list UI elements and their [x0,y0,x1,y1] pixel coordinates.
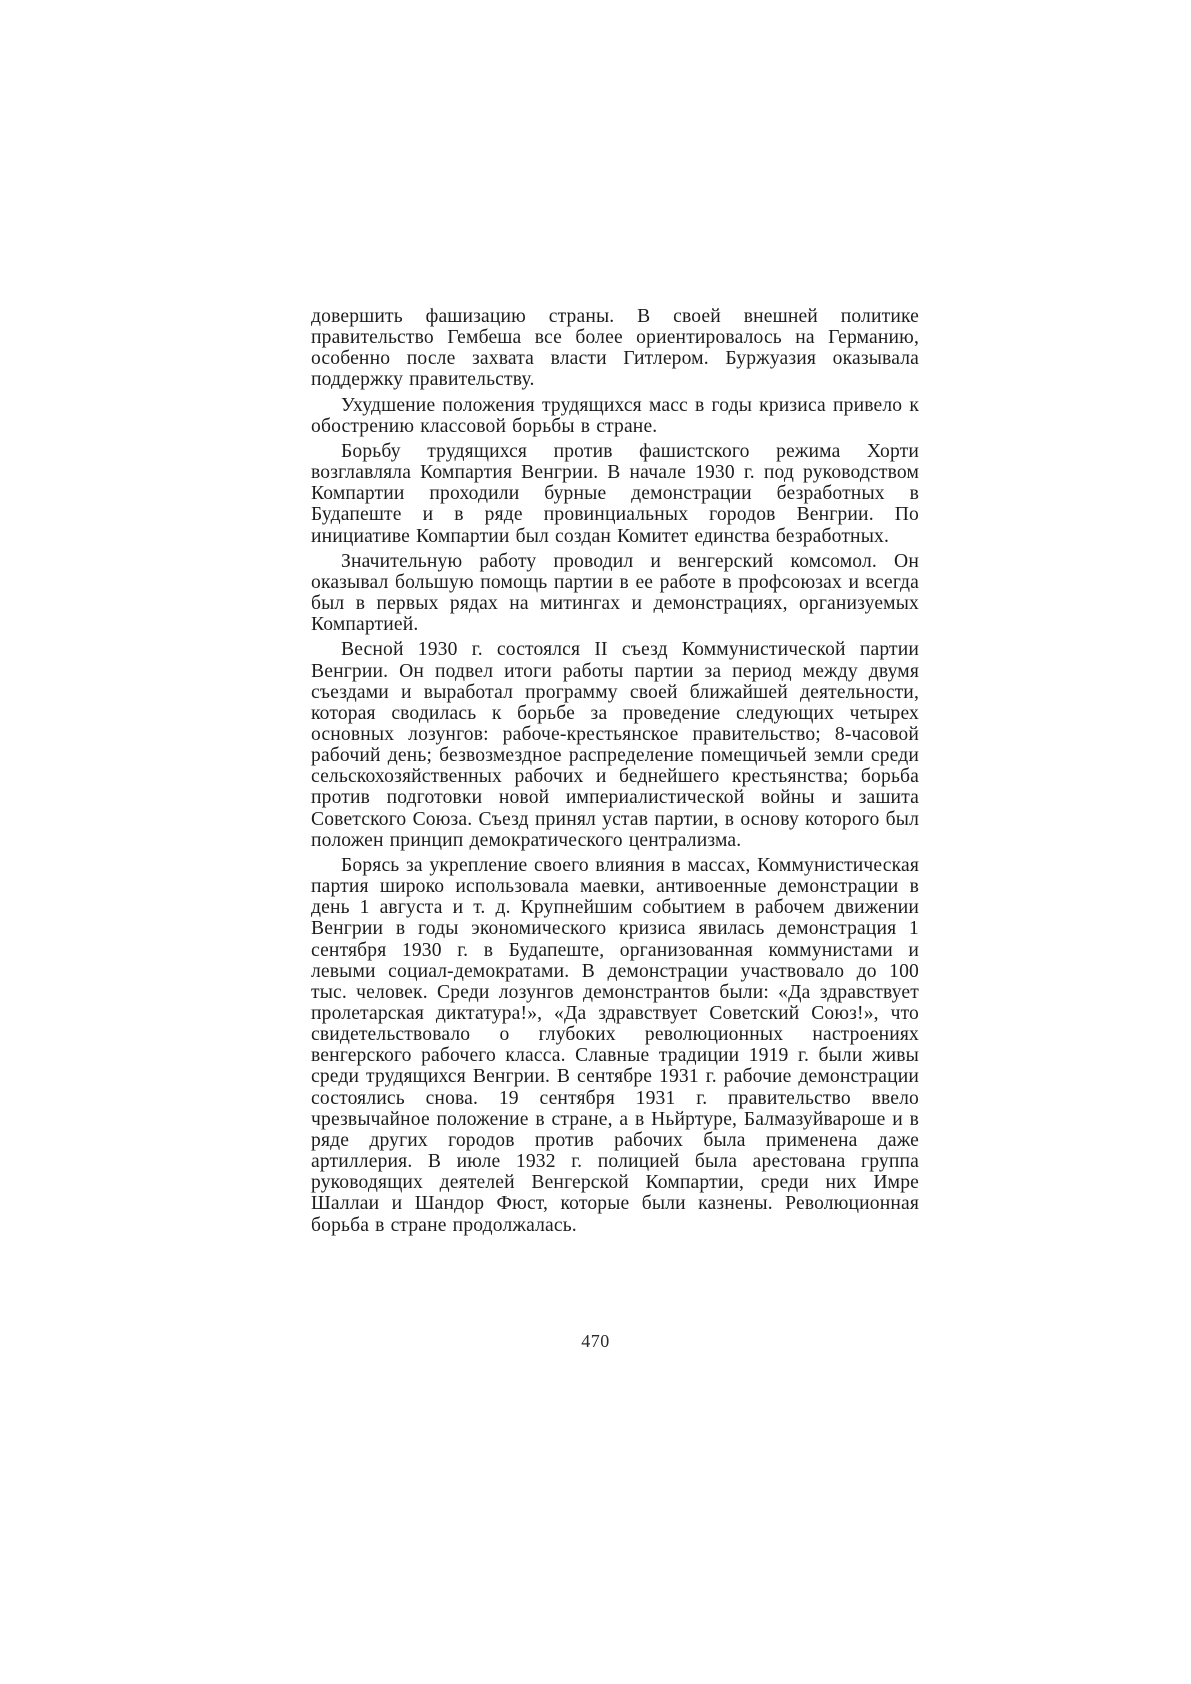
paragraph: Весной 1930 г. состоялся II съезд Коммунистической партии Венгрии. Он подвел итоги работы партии за период между двумя съездами и выработал программу своей ближайшей деятельности, которая сводилась к борьбе за проведение следующих четырех основных лозунгов: рабоче-крестьянское правительство; 8-часовой рабочий день; безвозмездное распределение помещичьей земли среди сельскохозяйственных рабочих и беднейшего крестьянства; борьба против подготовки новой империалистической войны и зашита Советского Союза. Съезд принял устав партии, в основу которого был положен принцип демократического централизма. [311,639,919,851]
paragraph-continuation: довершить фашизацию страны. В своей внешней политике правительство Гембеша все более ориентировалось на Германию, особенно после захвата власти Гитлером. Буржуазия оказывала поддержку правительству. [311,306,919,391]
paragraph: Борясь за укрепление своего влияния в массах, Коммунистическая партия широко использовала маевки, антивоенные демонстрации в день 1 августа и т. д. Крупнейшим событием в рабочем движении Венгрии в годы экономического кризиса явилась демонстрация 1 сентября 1930 г. в Будапеште, организованная коммунистами и левыми социал-демократами. В демонстрации участвовало до 100 тыс. человек. Среди лозунгов демонстрантов были: «Да здравствует пролетарская диктатура!», «Да здравствует Советский Союз!», что свидетельствовало о глубоких революционных настроениях венгерского рабочего класса. Славные традиции 1919 г. были живы среди трудящихся Венгрии. В сентябре 1931 г. рабочие демонстрации состоялись снова. 19 сентября 1931 г. правительство ввело чрезвычайное положение в стране, а в Ньйртуре, Балмазуйвароше и в ряде других городов против рабочих была применена даже артиллерия. В июле 1932 г. полицией была арестована группа руководящих деятелей Венгерской Компартии, среди них Имре Шаллаи и Шандор Фюст, которые были казнены. Революционная борьба в стране продолжалась. [311,854,919,1236]
paragraph: Ухудшение положения трудящихся масс в годы кризиса привело к обострению классовой борьбы в стране. [311,394,919,437]
paragraph: Значительную работу проводил и венгерский комсомол. Он оказывал большую помощь партии в ее работе в профсоюзах и всегда был в первых рядах на митингах и демонстрациях, организуемых Компартией. [311,550,919,636]
body-text [311,306,919,1236]
page-number: 470 [581,1331,610,1351]
paragraph: Борьбу трудящихся против фашистского режима Хорти возглавляла Компартия Венгрии. В начале 1930 г. под руководством Компартии проходили бурные демонстрации безработных в Будапеште и в ряде провинциальных городов Венгрии. По инициативе Компартии был создан Комитет единства безработных. [311,440,919,547]
